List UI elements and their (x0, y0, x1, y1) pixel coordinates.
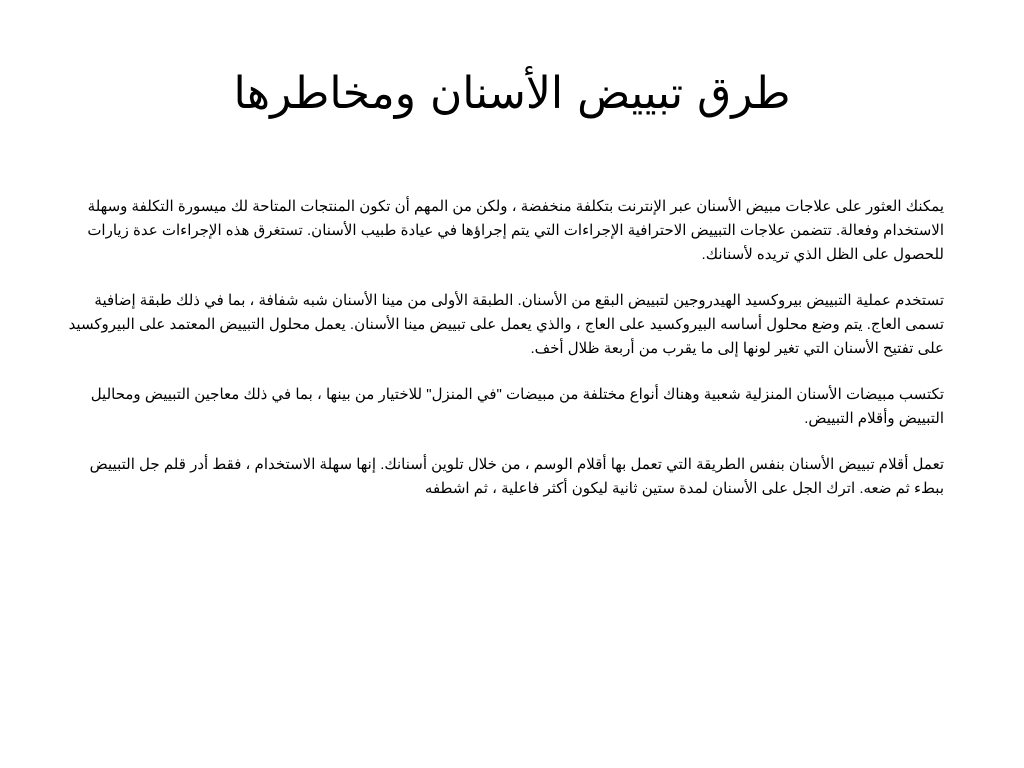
paragraph-home-whiteners: تكتسب مبيضات الأسنان المنزلية شعبية وهناك أنواع مختلفة من مبيضات "في المنزل" للاختيار من بينها ، بما في ذلك معاجين التبييض ومحاليل التبييض وأقلام التبييض. (90, 386, 944, 427)
paragraph-whitening-pens: تعمل أقلام تبييض الأسنان بنفس الطريقة التي تعمل بها أقلام الوسم ، من خلال تلوين أسنانك. إنها سهلة الاستخدام ، فقط أدر قلم جل التبييض ببطء ثم ضعه. اترك الجل على الأسنان لمدة ستين ثانية ليكون أكثر فاعلية ، ثم اشطفه (89, 456, 944, 497)
paragraph-online-treatments: يمكنك العثور على علاجات مبيض الأسنان عبر الإنترنت بتكلفة منخفضة ، ولكن من المهم أن تكون المنتجات المتاحة لك ميسورة التكلفة وسهلة الاستخدام وفعالة. تتضمن علاجات التبييض الاحترافية الإجراءات التي يتم إجراؤها في عيادة طبيب الأسنان. تستغرق هذه الإجراءات عدة زيارات للحصول على الظل الذي تريده لأسنانك. (87, 198, 944, 263)
slide-title: طرق تبييض الأسنان ومخاطرها (233, 68, 791, 119)
slide-body (64, 195, 944, 523)
paragraph-peroxide-process: تستخدم عملية التبييض بيروكسيد الهيدروجين لتبييض البقع من الأسنان. الطبقة الأولى من مينا الأسنان شبه شفافة ، بما في ذلك طبقة إضافية تسمى العاج. يتم وضع محلول أساسه البيروكسيد على العاج ، والذي يعمل على تبييض مينا الأسنان. يعمل محلول التبييض المعتمد على البيروكسيد على تفتيح الأسنان التي تغير لونها إلى ما يقرب من أربعة ظلال أخف. (68, 292, 944, 357)
